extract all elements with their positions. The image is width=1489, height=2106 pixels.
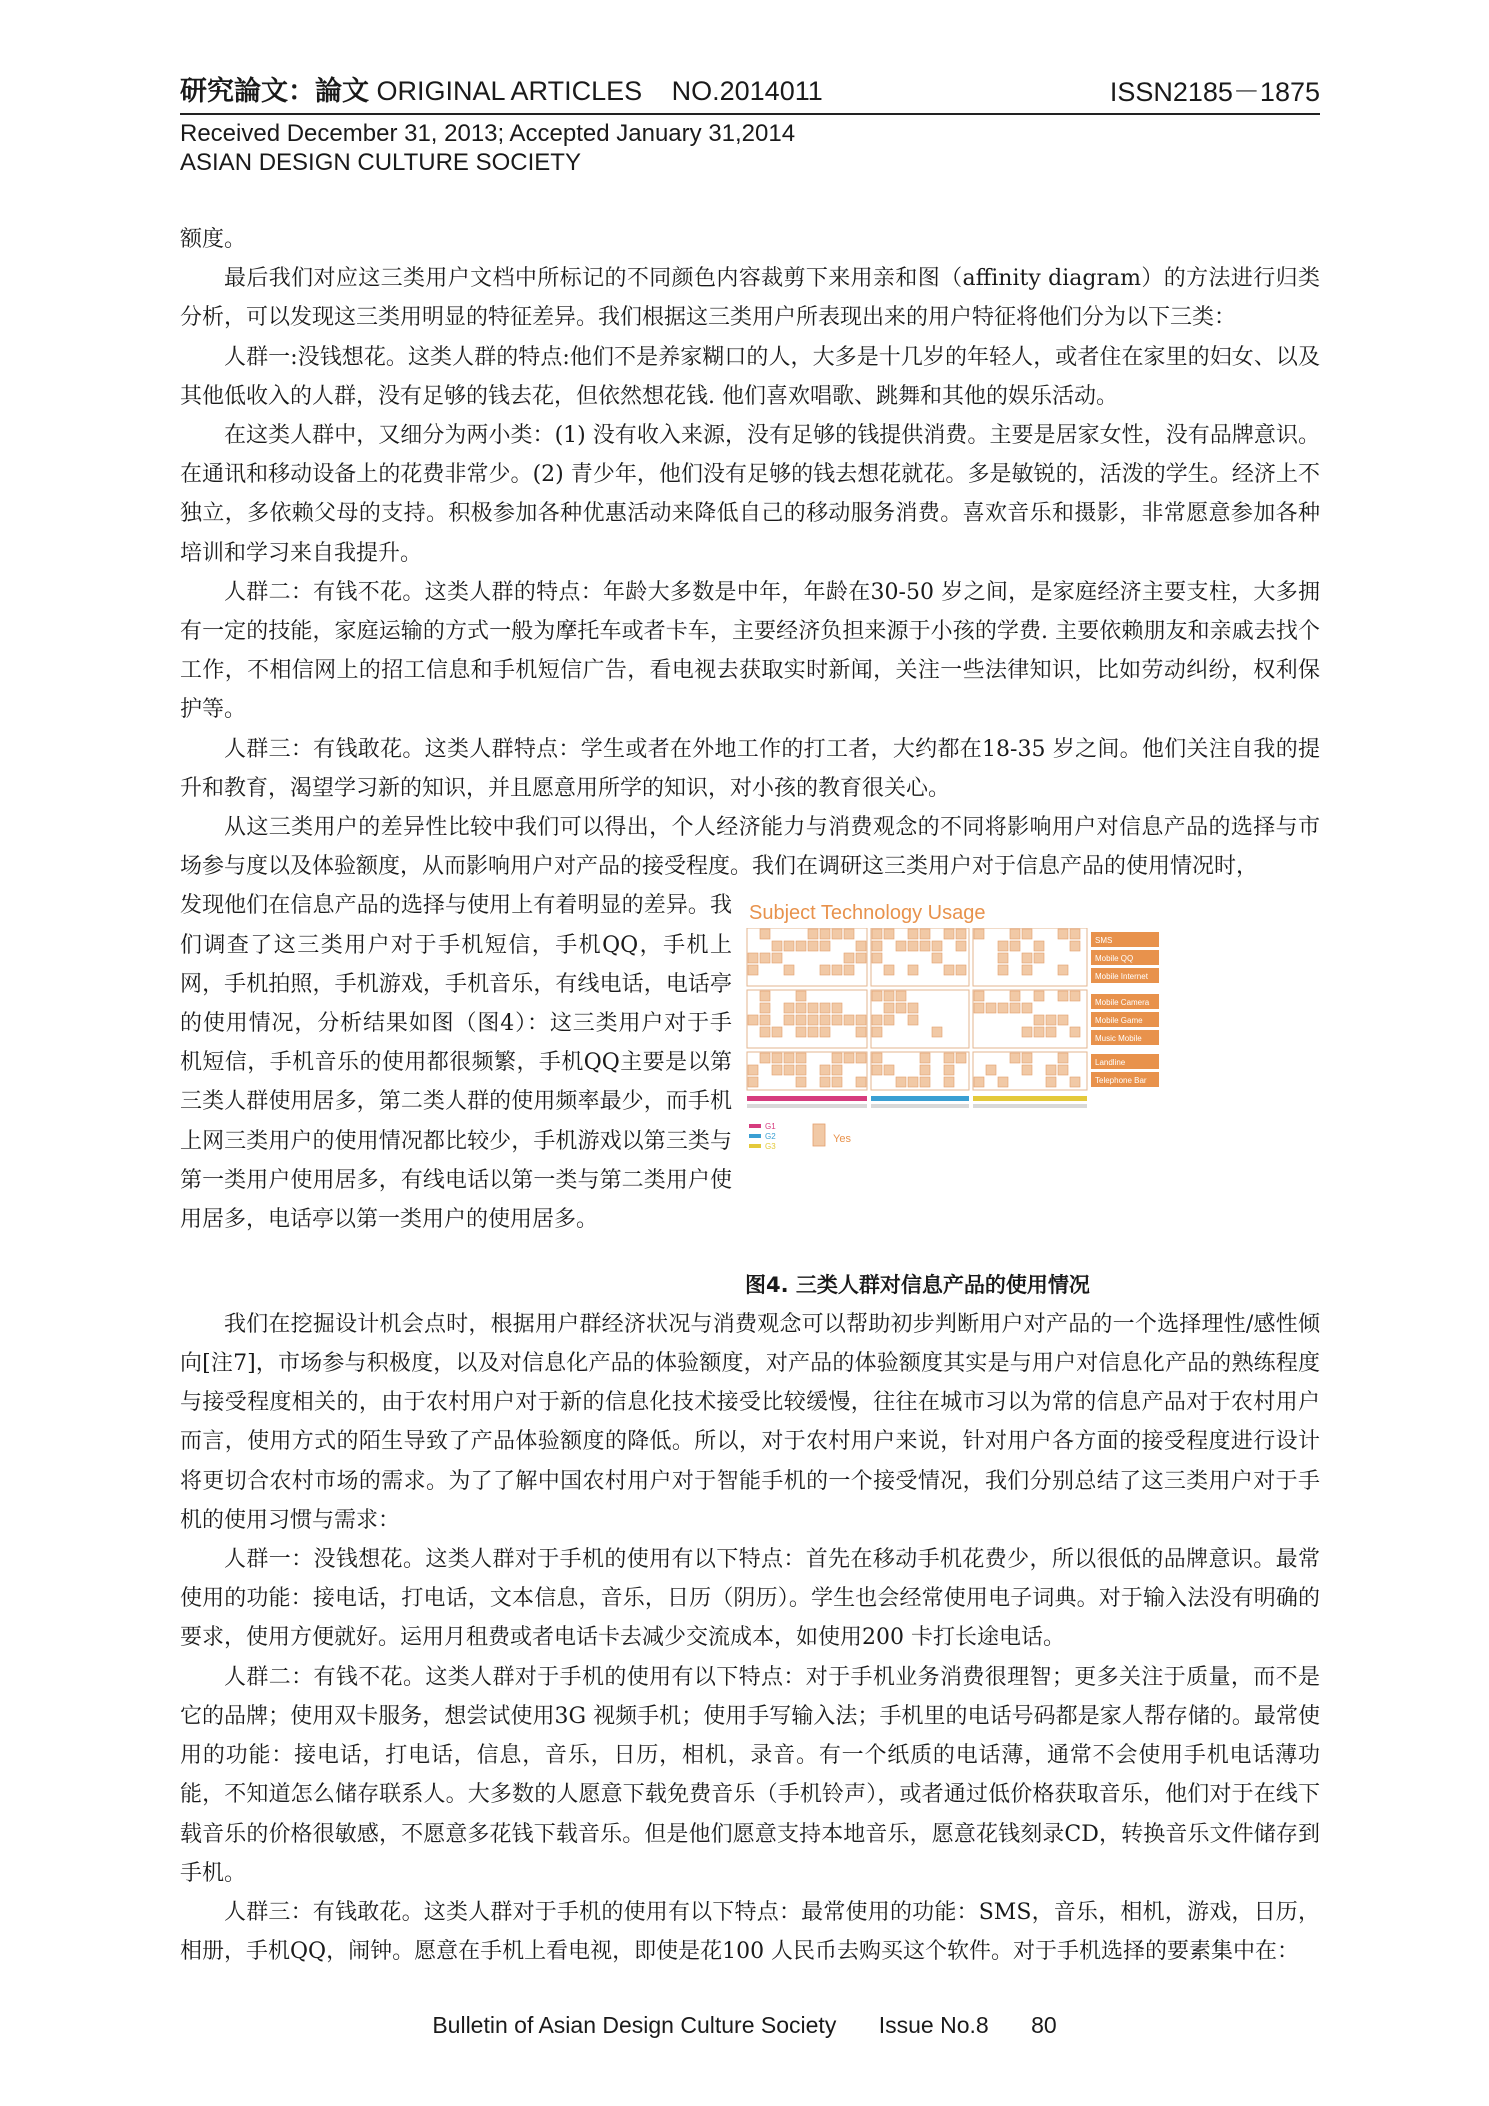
matrix-cell-yes [1010, 991, 1020, 1001]
matrix-cell-yes [974, 929, 984, 939]
matrix-cell-yes [974, 1003, 984, 1013]
row-label-text: Mobile QQ [1095, 954, 1134, 964]
matrix-cell-yes [872, 953, 882, 963]
matrix-cell-yes [908, 929, 918, 939]
matrix-cell-yes [932, 1027, 942, 1037]
matrix-cell-yes [832, 1015, 842, 1025]
matrix-cell-yes [896, 1003, 906, 1013]
matrix-cell-yes [872, 1053, 882, 1063]
matrix-cell-yes [1058, 1053, 1068, 1063]
matrix-cell-yes [832, 1003, 842, 1013]
group-bar [871, 1096, 969, 1101]
matrix-cell-yes [872, 929, 882, 939]
matrix-cell-yes [1070, 941, 1080, 951]
matrix-cell-yes [998, 1077, 1008, 1087]
matrix-cell-yes [896, 941, 906, 951]
matrix-cell-yes [884, 929, 894, 939]
matrix-cell-yes [832, 1077, 842, 1087]
matrix-cell-yes [872, 991, 882, 1001]
legend-yes-label: Yes [833, 1133, 851, 1146]
matrix-cell-yes [784, 1053, 794, 1063]
left-column [180, 886, 732, 1304]
matrix-cell-yes [908, 1003, 918, 1013]
matrix-cell-yes [772, 1027, 782, 1037]
row-label-text: Music Mobile [1095, 1034, 1142, 1044]
matrix-cell-yes [820, 1027, 830, 1037]
matrix-cell-yes [844, 1015, 854, 1025]
matrix-cell-yes [820, 965, 830, 975]
matrix-cell-yes [820, 1065, 830, 1075]
matrix-cell-yes [844, 965, 854, 975]
matrix-cell-yes [1058, 1015, 1068, 1025]
matrix-cell-yes [884, 991, 894, 1001]
paragraph: 最后我们对应这三类用户文档中所标记的不同颜色内容裁剪下来用亲和图（affinity diagram）的方法进行归类分析，可以发现这三类用明显的特征差异。我们根据这三类用户所表现出来的用户特征将他们分为以下三类： [180, 266, 1320, 331]
matrix-cell-yes [820, 1003, 830, 1013]
matrix-cell-yes [896, 991, 906, 1001]
paragraph: 额度。 [180, 227, 247, 252]
matrix-cell-yes [760, 929, 770, 939]
matrix-cell-yes [772, 1053, 782, 1063]
matrix-cell-yes [760, 991, 770, 1001]
matrix-cell-yes [796, 1003, 806, 1013]
article-number: NO.2014011 [671, 76, 823, 106]
matrix-cell-yes [772, 941, 782, 951]
matrix-cell-yes [832, 1053, 842, 1063]
matrix-cell-yes [760, 1053, 770, 1063]
paragraph: 从这三类用户的差异性比较中我们可以得出，个人经济能力与消费观念的不同将影响用户对信息产品的选择与市场参与度以及体验额度，从而影响用户对产品的接受程度。我们在调研这三类用户对于信息产品的使用情况时， [180, 815, 1320, 880]
paragraph: 我们在挖掘设计机会点时，根据用户群经济状况与消费观念可以帮助初步判断用户对产品的一个选择理性/感性倾向[注7]，市场参与积极度，以及对信息化产品的体验额度，对产品的体验额度其实是与用户对信息化产品的熟练程度与接受程度相关的，由于农村用户对于新的信息化技术接受比较缓慢，往往在城市习以为常的信息产品对于农村用户而言，使用方式的陌生导致了产品体验额度的降低。所以，对于农村用户来说，针对用户各方面的接受程度进行设计将更切合农村市场的需求。为了了解中国农村用户对于智能手机的一个接受情况，我们分别总结了这三类用户对于手机的使用习惯与需求： [180, 1311, 1320, 1533]
matrix-cell-yes [932, 953, 942, 963]
group-bar [973, 1096, 1087, 1101]
group-bar [747, 1096, 867, 1101]
matrix-cell-yes [1010, 1053, 1020, 1063]
matrix-cell-yes [772, 1065, 782, 1075]
matrix-cell-yes [1022, 1053, 1032, 1063]
matrix-cell-yes [784, 1065, 794, 1075]
received-line: Received December 31, 2013; Accepted January 31,2014 [180, 120, 796, 147]
row-label-text: Mobile Game [1095, 1016, 1143, 1026]
matrix-cell-yes [884, 1065, 894, 1075]
matrix-cell-yes [872, 1027, 882, 1037]
matrix-cell-yes [920, 1077, 930, 1087]
paragraph: 发现他们在信息产品的选择与使用上有着明显的差异。我们调查了这三类用户对于手机短信，手机QQ，手机上网，手机拍照，手机游戏，手机音乐，有线电话，电话亭的使用情况，分析结果如图（图4）：这三类用户对于手机短信，手机音乐的使用都很频繁，手机QQ主要是以第三类人群使用居多，第二类人群的使用频率最少，而手机上网三类用户的使用情况都比较少，手机游戏以第三类与第一类用户使用居多，有线电话以第一类与第二类用户使用居多，电话亭以第一类用户的使用居多。 [180, 893, 732, 1233]
paragraph: 人群一：没钱想花。这类人群对于手机的使用有以下特点：首先在移动手机花费少，所以很低的品牌意识。最常使用的功能：接电话，打电话，文本信息，音乐，日历（阴历）。学生也会经常使用电子词典。对于输入法没有明确的要求，使用方便就好。运用月租费或者电话卡去减少交流成本，如使用200 卡打长途电话。 [180, 1547, 1320, 1651]
matrix-cell-yes [760, 953, 770, 963]
matrix-cell-yes [1046, 1027, 1056, 1037]
matrix-cell-yes [856, 1077, 866, 1087]
header-left [180, 74, 823, 109]
matrix-cell-yes [820, 1015, 830, 1025]
matrix-cell-yes [944, 965, 954, 975]
matrix-cell-yes [1022, 1027, 1032, 1037]
matrix-cell-yes [796, 1053, 806, 1063]
matrix-cell-yes [808, 929, 818, 939]
matrix-cell-yes [784, 1015, 794, 1025]
row-label-text: SMS [1095, 936, 1113, 946]
matrix-cell-yes [1034, 1015, 1044, 1025]
matrix-cell-yes [1046, 1015, 1056, 1025]
matrix-cell-yes [974, 991, 984, 1001]
header-top-row [180, 74, 1320, 109]
figure-caption: 图4. 三类人群对信息产品的使用情况 [745, 1272, 1090, 1297]
matrix-cell-yes [808, 941, 818, 951]
matrix-cell-yes [908, 941, 918, 951]
section-label-jp: 研究論文：論文 [180, 76, 369, 107]
matrix-cell-yes [748, 1065, 758, 1075]
matrix-cell-yes [748, 965, 758, 975]
matrix-cell-yes [1058, 1065, 1068, 1075]
matrix-cell-yes [820, 941, 830, 951]
matrix-cell-yes [1070, 991, 1080, 1001]
matrix-cell-yes [1070, 1077, 1080, 1087]
matrix-cell-yes [1010, 1003, 1020, 1013]
matrix-cell-yes [998, 1003, 1008, 1013]
matrix-cell-yes [1070, 929, 1080, 939]
matrix-cell-yes [944, 1053, 954, 1063]
matrix-cell-yes [920, 1065, 930, 1075]
matrix-cell-yes [986, 1065, 996, 1075]
matrix-cell-yes [1022, 1065, 1032, 1075]
matrix-cell-yes [820, 929, 830, 939]
matrix-cell-yes [1034, 953, 1044, 963]
matrix-cell-yes [844, 1053, 854, 1063]
page-header [180, 74, 1320, 177]
matrix-cell-yes [796, 1015, 806, 1025]
section-label-en: ORIGINAL ARTICLES [376, 76, 643, 106]
matrix-cell-yes [944, 1077, 954, 1087]
figure-4 [745, 886, 1320, 1304]
matrix-cell-yes [974, 1077, 984, 1087]
matrix-cell-yes [932, 941, 942, 951]
matrix-cell-yes [1046, 1065, 1056, 1075]
matrix-cell-yes [760, 1027, 770, 1037]
matrix-cell-yes [796, 991, 806, 1001]
matrix-cell-yes [1034, 991, 1044, 1001]
paragraph: 人群三：有钱敢花。这类人群特点：学生或者在外地工作的打工者，大约都在18-35 岁之间。他们关注自我的提升和教育，渴望学习新的知识，并且愿意用所学的知识，对小孩的教育很关心。 [180, 736, 1320, 801]
matrix-cell-yes [908, 1077, 918, 1087]
matrix-cell-yes [1058, 991, 1068, 1001]
matrix-cell-yes [1022, 1003, 1032, 1013]
matrix-cell-yes [808, 1015, 818, 1025]
group-id-strip [747, 1104, 867, 1108]
matrix-cell-yes [1010, 929, 1020, 939]
matrix-cell-yes [908, 965, 918, 975]
matrix-cell-yes [1034, 941, 1044, 951]
row-label-text: Landline [1095, 1058, 1126, 1068]
issn: ISSN2185－1875 [1109, 77, 1320, 107]
matrix-cell-yes [796, 941, 806, 951]
matrix-cell-yes [1010, 941, 1020, 951]
matrix-cell-yes [872, 1015, 882, 1025]
legend-swatch [749, 1124, 761, 1128]
paragraph: 在这类人群中，又细分为两小类：(1) 没有收入来源，没有足够的钱提供消费。主要是居家女性，没有品牌意识。在通讯和移动设备上的花费非常少。(2) 青少年，他们没有足够的钱去想花就花。多是敏锐的，活泼的学生。经济上不独立，多依赖父母的支持。积极参加各种优惠活动来降低自己的移动服务消费。喜欢音乐和摄影，非常愿意参加各种培训和学习来自我提升。 [180, 423, 1320, 566]
matrix-cell-yes [784, 941, 794, 951]
legend-swatch [749, 1144, 761, 1148]
row-label-text: Mobile Internet [1095, 972, 1148, 982]
matrix-cell-yes [856, 953, 866, 963]
matrix-cell-yes [998, 941, 1008, 951]
matrix-cell-yes [856, 1015, 866, 1025]
matrix-cell-yes [998, 953, 1008, 963]
matrix-cell-yes [796, 1077, 806, 1087]
matrix-cell-yes [944, 1065, 954, 1075]
matrix-cell-yes [760, 1015, 770, 1025]
matrix-cell-yes [956, 1053, 966, 1063]
matrix-cell-yes [1022, 953, 1032, 963]
matrix-cell-yes [1022, 929, 1032, 939]
matrix-cell-yes [796, 1027, 806, 1037]
matrix-cell-yes [1058, 929, 1068, 939]
matrix-cell-yes [956, 965, 966, 975]
text-figure-split [180, 886, 1320, 1304]
page-footer [0, 2012, 1489, 2039]
article-body [180, 220, 1320, 1971]
matrix-cell-yes [784, 965, 794, 975]
matrix-cell-yes [856, 941, 866, 951]
matrix-cell-yes [832, 965, 842, 975]
matrix-cell-yes [1034, 1027, 1044, 1037]
matrix-cell-yes [1022, 965, 1032, 975]
legend-label: G3 [765, 1142, 776, 1152]
matrix-cell-yes [920, 941, 930, 951]
matrix-cell-yes [844, 953, 854, 963]
legend-yes-swatch [813, 1124, 825, 1146]
matrix-cell-yes [884, 965, 894, 975]
journal-name: Bulletin of Asian Design Culture Society [432, 2012, 837, 2038]
legend-label: G2 [765, 1132, 776, 1142]
group-id-strip [973, 1104, 1087, 1108]
figure-title: Subject Technology Usage [749, 902, 986, 925]
matrix-cell-yes [908, 1015, 918, 1025]
matrix-cell-yes [884, 1015, 894, 1025]
matrix-cell-yes [748, 1015, 758, 1025]
matrix-cell-yes [748, 953, 758, 963]
matrix-cell-yes [884, 1003, 894, 1013]
matrix-cell-yes [772, 953, 782, 963]
matrix-cell-yes [856, 1027, 866, 1037]
matrix-cell-yes [760, 1003, 770, 1013]
paragraph: 人群二：有钱不花。这类人群的特点：年龄大多数是中年，年龄在30-50 岁之间，是家庭经济主要支柱，大多拥有一定的技能，家庭运输的方式一般为摩托车或者卡车，主要经济负担来源于小孩的学费. 主要依赖朋友和亲戚去找个工作，不相信网上的招工信息和手机短信广告，看电视去获取实时新闻，关注一些法律知识，比如劳动纠纷，权利保护等。 [180, 579, 1320, 723]
usage-matrix-chart [745, 928, 1320, 1238]
matrix-cell-yes [844, 929, 854, 939]
society-name: ASIAN DESIGN CULTURE SOCIETY [180, 149, 581, 176]
header-rule [180, 113, 1320, 115]
matrix-cell-yes [986, 1003, 996, 1013]
matrix-cell-yes [998, 965, 1008, 975]
page-number: 80 [1031, 2012, 1057, 2038]
group-id-strip [871, 1104, 969, 1108]
matrix-cell-yes [956, 929, 966, 939]
matrix-cell-yes [920, 1053, 930, 1063]
issue-number: Issue No.8 [878, 2012, 989, 2038]
paragraph: 人群三：有钱敢花。这类人群对于手机的使用有以下特点：最常使用的功能：SMS，音乐，相机，游戏，日历，相册，手机QQ，闹钟。愿意在手机上看电视，即使是花100 人民币去购买这个软件。对于手机选择的要素集中在： [180, 1899, 1320, 1965]
matrix-cell-yes [784, 1003, 794, 1013]
matrix-cell-yes [1058, 965, 1068, 975]
matrix-cell-yes [856, 1053, 866, 1063]
matrix-cell-yes [808, 1027, 818, 1037]
matrix-cell-yes [820, 1077, 830, 1087]
matrix-cell-yes [796, 1065, 806, 1075]
matrix-cell-yes [896, 1077, 906, 1087]
legend-swatch [749, 1134, 761, 1138]
matrix-cell-yes [956, 941, 966, 951]
row-label-text: Telephone Bar [1095, 1076, 1147, 1086]
matrix-cell-yes [832, 929, 842, 939]
matrix-cell-yes [920, 929, 930, 939]
matrix-cell-yes [748, 1077, 758, 1087]
matrix-cell-yes [872, 1065, 882, 1075]
matrix-cell-yes [1070, 1027, 1080, 1037]
row-label-text: Mobile Camera [1095, 998, 1150, 1008]
matrix-cell-yes [872, 941, 882, 951]
matrix-cell-yes [1046, 1077, 1056, 1087]
matrix-cell-yes [944, 929, 954, 939]
matrix-cell-yes [808, 1003, 818, 1013]
paragraph: 人群一:没钱想花。这类人群的特点:他们不是养家糊口的人，大多是十几岁的年轻人，或者住在家里的妇女、以及其他低收入的人群，没有足够的钱去花，但依然想花钱. 他们喜欢唱歌、跳舞和其他的娱乐活动。 [180, 344, 1320, 409]
legend-label: G1 [765, 1122, 776, 1132]
matrix-cell-yes [832, 1065, 842, 1075]
paragraph: 人群二：有钱不花。这类人群对于手机的使用有以下特点：对于手机业务消费很理智；更多关注于质量，而不是它的品牌；使用双卡服务，想尝试使用3G 视频手机；使用手写输入法；手机里的电话号码都是家人帮存储的。最常使用的功能：接电话，打电话，信息，音乐，日历，相机，录音。有一个纸质的电话薄，通常不会使用手机电话薄功能，不知道怎么储存联系人。大多数的人愿意下载免费音乐（手机铃声），或者通过低价格获取音乐，他们对于在线下载音乐的价格很敏感，不愿意多花钱下载音乐。但是他们愿意支持本地音乐，愿意花钱刻录CD，转换音乐文件储存到手机。 [180, 1664, 1320, 1886]
